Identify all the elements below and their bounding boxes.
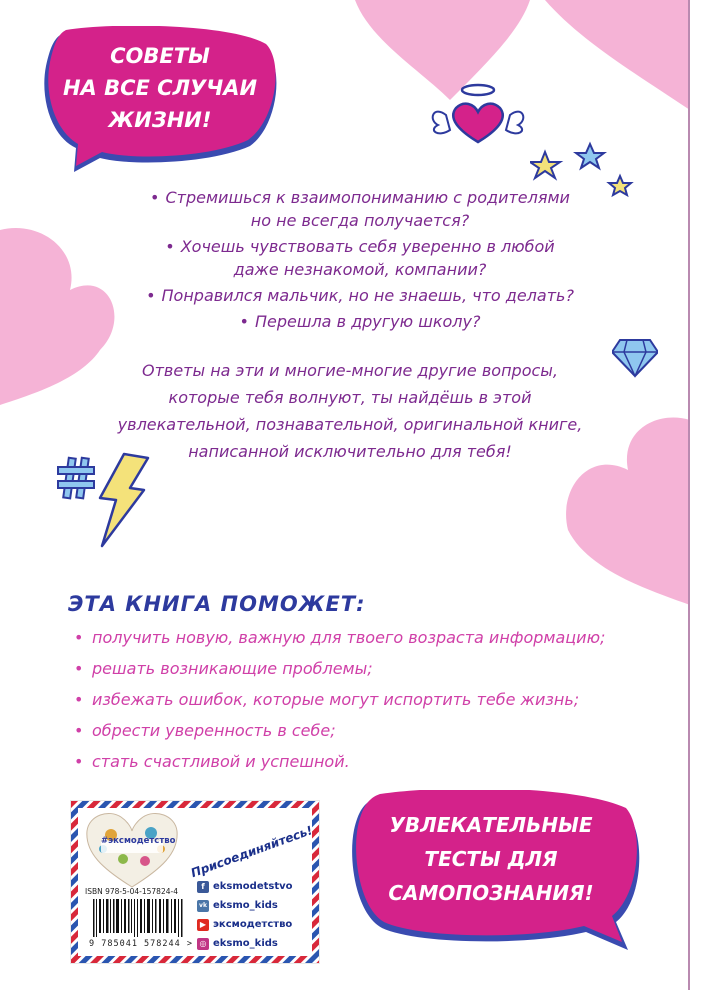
helps-item-text: получить новую, важную для твоего возраста информацию; bbox=[92, 628, 606, 647]
publisher-label bbox=[70, 800, 320, 964]
vk-icon: vk bbox=[197, 900, 209, 912]
social-link-instagram[interactable] bbox=[197, 936, 315, 954]
bullet-dot: • bbox=[165, 237, 175, 256]
helps-item-text: избежать ошибок, которые могут испортить тебе жизнь; bbox=[92, 690, 580, 709]
social-link-vk[interactable] bbox=[197, 898, 315, 916]
bullet-dot: • bbox=[74, 659, 84, 678]
diamond-icon bbox=[612, 338, 658, 378]
social-label: eksmo_kids bbox=[213, 900, 278, 911]
youtube-icon: ▶ bbox=[197, 919, 209, 931]
isbn-text: ISBN 978-5-04-157824-4 bbox=[85, 887, 178, 896]
hashtag-icon bbox=[56, 455, 96, 501]
bubble-bottom-line: ТЕСТЫ ДЛЯ bbox=[424, 847, 558, 871]
bullet-dot: • bbox=[146, 286, 156, 305]
helps-item bbox=[74, 627, 674, 658]
paragraph-line: увлекательной, познавательной, оригинальной книге, bbox=[117, 415, 583, 434]
question-line: Понравился мальчик, но не знаешь, что делать? bbox=[161, 286, 574, 305]
question-item bbox=[120, 310, 600, 333]
question-line: даже незнакомой, компании? bbox=[233, 260, 487, 279]
angel-heart-icon bbox=[428, 80, 528, 150]
helps-item bbox=[74, 720, 674, 751]
question-line: Стремишься к взаимопониманию с родителями bbox=[165, 188, 570, 207]
helps-item-text: решать возникающие проблемы; bbox=[92, 659, 373, 678]
intro-paragraph bbox=[100, 357, 600, 465]
bullet-dot: • bbox=[74, 752, 84, 771]
question-line: Перешла в другую школу? bbox=[254, 312, 481, 331]
join-label: Присоединяйтесь! bbox=[189, 823, 315, 881]
paragraph-line: Ответы на эти и многие-многие другие вопросы, bbox=[141, 361, 558, 380]
hashtag-label: #эксмодетство bbox=[101, 836, 176, 846]
paragraph-line: написанной исключительно для тебя! bbox=[188, 442, 512, 461]
questions-list bbox=[120, 186, 600, 333]
bubble-top-line: НА ВСЕ СЛУЧАИ bbox=[62, 76, 258, 100]
paragraph-line: которые тебя волнуют, ты найдёшь в этой bbox=[168, 388, 532, 407]
question-line: Хочешь чувствовать себя уверенно в любой bbox=[180, 237, 555, 256]
bubble-top-text bbox=[52, 40, 268, 136]
bullet-dot: • bbox=[74, 628, 84, 647]
facebook-icon: f bbox=[197, 881, 209, 893]
helps-list bbox=[74, 627, 674, 782]
bullet-dot: • bbox=[239, 312, 249, 331]
lightning-icon bbox=[94, 452, 150, 548]
helps-item bbox=[74, 751, 674, 782]
social-label: eksmo_kids bbox=[213, 938, 278, 949]
social-link-facebook[interactable] bbox=[197, 879, 315, 897]
instagram-icon: ◎ bbox=[197, 938, 209, 950]
bubble-bottom-text bbox=[356, 808, 626, 910]
bullet-dot: • bbox=[150, 188, 160, 207]
helps-item bbox=[74, 658, 674, 689]
bubble-bottom-line: УВЛЕКАТЕЛЬНЫЕ bbox=[389, 813, 593, 837]
question-item bbox=[120, 186, 600, 232]
social-list bbox=[197, 879, 315, 955]
question-line: но не всегда получается? bbox=[250, 211, 470, 230]
bullet-dot: • bbox=[74, 721, 84, 740]
question-item bbox=[120, 284, 600, 307]
barcode-number: 9 785041 578244 > bbox=[89, 939, 193, 949]
social-label: эксмодетство bbox=[213, 919, 293, 930]
question-item bbox=[120, 235, 600, 281]
bubble-bottom-line: САМОПОЗНАНИЯ! bbox=[388, 881, 594, 905]
bubble-top-line: ЖИЗНИ! bbox=[108, 108, 212, 132]
spine-line bbox=[688, 0, 690, 990]
barcode-icon bbox=[93, 899, 189, 937]
social-link-youtube[interactable] bbox=[197, 917, 315, 935]
bullet-dot: • bbox=[74, 690, 84, 709]
helps-item bbox=[74, 689, 674, 720]
hashtag-heart-icon bbox=[83, 807, 181, 889]
social-label: eksmodetstvo bbox=[213, 881, 293, 892]
bubble-top-line: СОВЕТЫ bbox=[110, 44, 210, 68]
helps-item-text: стать счастливой и успешной. bbox=[92, 752, 350, 771]
helps-heading: ЭТА КНИГА ПОМОЖЕТ: bbox=[68, 592, 366, 616]
helps-item-text: обрести уверенность в себе; bbox=[92, 721, 336, 740]
